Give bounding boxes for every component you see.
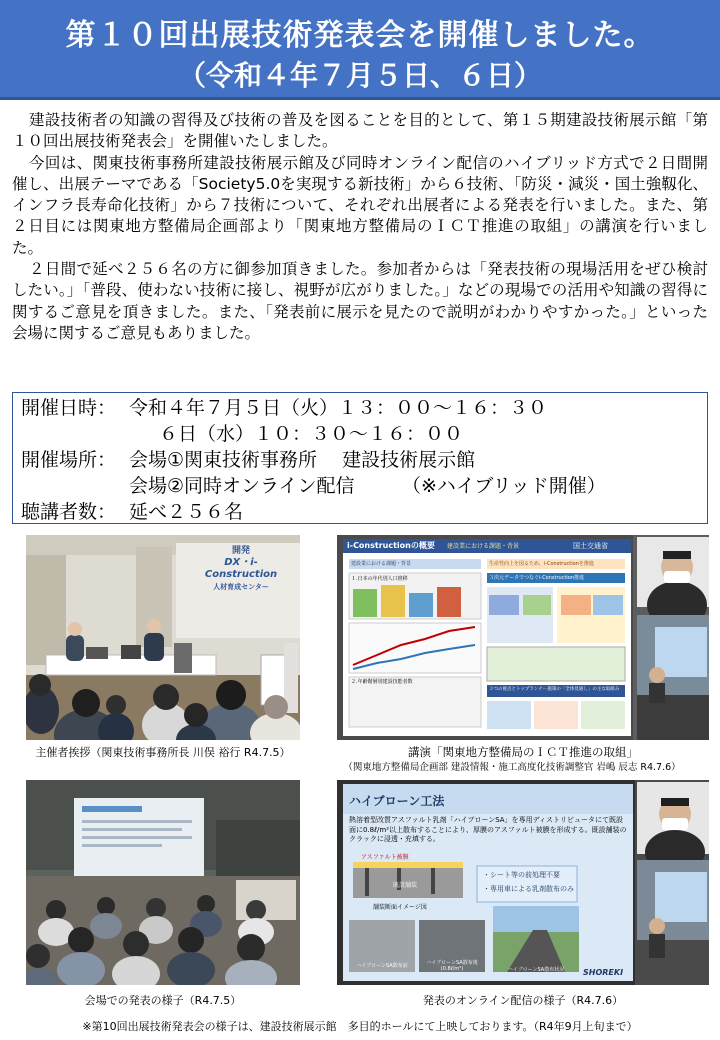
page-subtitle: （令和４年７月５日、６日） [177, 59, 542, 92]
room-sign-line1: 開発 [231, 546, 250, 556]
room-sign-line3: 人材育成センター [213, 583, 269, 591]
photo-organizer-greeting [26, 535, 300, 740]
slide-bottom-banner: ３つの視点とトップランナー施策の「全体見通し」の主な取組み [489, 687, 620, 692]
online-slide-bullet-1: ・シート等の前処理不要 [483, 871, 560, 879]
date-day1: 令和４年７月５日（火）１３：００～１６：３０ [129, 397, 548, 419]
slide-title: i-Constructionの概要 [347, 541, 435, 550]
slide-column-2: 生産性向上を図るため、i-Constructionを推進 [489, 561, 594, 567]
body-text [12, 110, 708, 344]
paragraph-1: 建設技術者の知識の習得及び技術の普及を図ることを目的として、第１５期建設技術展示館「第１０回出展技術発表会」を開催いたしました。 [12, 111, 708, 151]
attendance-value: 延べ２５６名 [129, 501, 244, 523]
title-banner [0, 0, 720, 100]
audience-illustration [26, 780, 300, 985]
slide-subtitle: 建設業における課題・背景 [447, 543, 520, 550]
caption-ict-lecture-speaker: （関東地方整備局企画部 建設情報・施工高度化技術調整官 岩嶋 辰志 R4.7.6） [343, 762, 681, 773]
date-label: 開催日時： [21, 397, 117, 419]
online-slide-label-pavement: 既設舗装 [393, 882, 418, 889]
photo-venue-presentation [26, 780, 300, 985]
slide-logo: 国土交通省 [573, 542, 608, 550]
attendance-row [21, 499, 707, 525]
online-slide-bullet-2: ・専用車による乳剤散布のみ [483, 885, 574, 893]
online-slide-img-after: ハイブローンSA散布後(0.8ℓ/m²) [426, 960, 478, 972]
date-row [21, 395, 707, 421]
online-slide-title: ハイブローン工法 [349, 794, 445, 808]
page-title: 第１０回出展技術発表会を開催しました。 [65, 18, 655, 53]
caption-ict-lecture: 講演「関東地方整備局のＩＣＴ推進の取組」 [408, 745, 638, 759]
footer-note: ※第10回出展技術発表会の様子は、建設技術展示館 多目的ホールにて上映しております。（R4年9月上旬まで） [82, 1020, 638, 1033]
venue-2: 会場②同時オンライン配信 （※ハイブリッド開催） [129, 475, 606, 497]
venue-row [21, 447, 707, 473]
slide-graph-1: １.日本の年代別人口推移 [351, 576, 408, 582]
slide-graph-2: ２.年齢階層別建設技能者数 [351, 679, 413, 685]
caption-venue-presentation: 会場での発表の様子（R4.7.5） [84, 994, 242, 1007]
slide-column-3: ３次元データでつなぐi-Construction推進 [489, 575, 585, 581]
caption-organizer-greeting: 主催者挨拶（関東技術事務所長 川俣 裕行 R4.7.5） [35, 746, 291, 759]
room-sign [191, 545, 291, 593]
venue-1: 会場①関東技術事務所 建設技術展示館 [129, 449, 476, 471]
photo-ict-lecture [337, 535, 709, 740]
online-slide-brand: SHOREKI [583, 968, 624, 977]
online-slide-img-before: ハイブローンSA散布前 [356, 963, 408, 969]
venue-row-2 [21, 473, 707, 499]
date-row-2 [21, 421, 707, 447]
paragraph-2: 今回は、関東技術事務所建設技術展示館及び同時オンライン配信のハイブリッド方式で２日間開催し、出展テーマである「Society5.0を実現する新技術」から６技術、「防災・減災・国土強靱化、インフラ長寿命化技術」から７技術について、それぞれ出展者による発表を行いました。また、第２日目には関東地方整備局企画部より「関東地方整備局のＩＣＴ推進の取組」の講演を行いました。 [12, 153, 708, 257]
online-slide-label-film: アスファルト被膜 [361, 854, 409, 861]
photo-online-presentation [337, 780, 709, 985]
caption-online-presentation: 発表のオンライン配信の様子（R4.7.6） [422, 994, 624, 1007]
room-sign-line2: DX・i-Construction [204, 557, 278, 580]
venue-label: 開催場所： [21, 449, 117, 471]
event-info-box [12, 392, 708, 524]
online-slide-label-section: 舗装断面イメージ図 [373, 904, 427, 911]
online-slide-text: 熱溶着型改質アスファルト乳剤「ハイブローンSA」を専用ディストリビュータにて既設面に0.8ℓ/m²以上散布することにより、厚膜のアスファルト被膜を形成する。既設舗装のクラックに浸透・充填する。 [349, 816, 627, 843]
slide-column-1: 建設業における課題・背景 [351, 561, 412, 567]
paragraph-3: ２日間で延べ２５６名の方に御参加頂きました。参加者からは「発表技術の現場活用をぜひ検討したい。」「普段、使わない技術に接し、視野が広がりました。」などの現場での活用や知識の習得に関するご意見を頂きました。また、「発表前に展示を見たので説明がわかりやすかった。」といった会場に関するご意見もありました。 [12, 260, 708, 342]
attendance-label: 聴講者数： [21, 501, 117, 523]
online-slide-img-spray: ハイブローンSA散布状況 [507, 967, 565, 973]
date-day2: ６日（水）１０：３０～１６：００ [159, 423, 464, 445]
